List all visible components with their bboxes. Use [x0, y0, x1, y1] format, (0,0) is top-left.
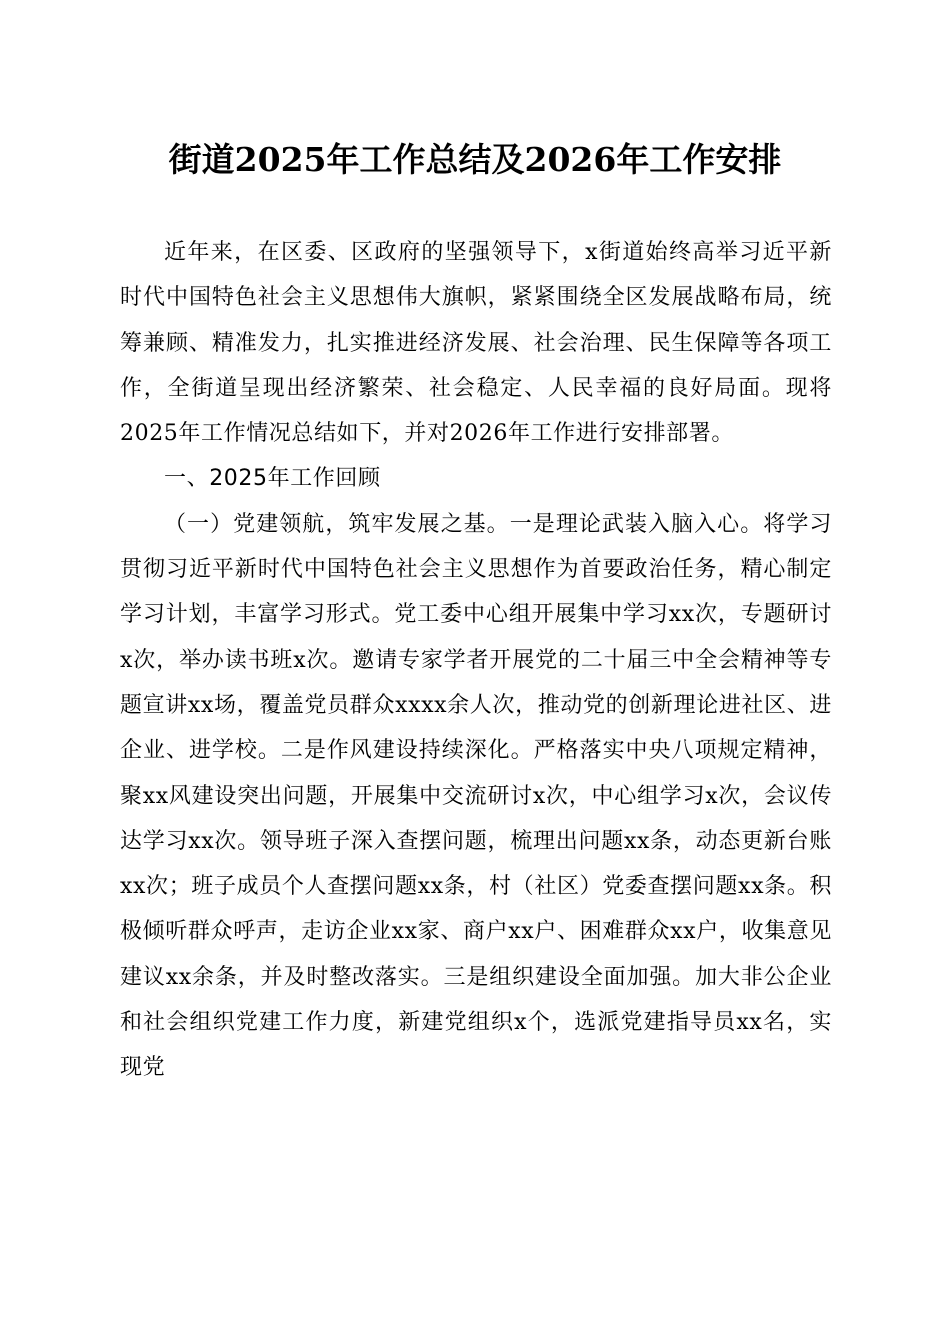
document-title: 街道2025年工作总结及2026年工作安排: [168, 140, 782, 179]
point-text: 严格落实中央八项规定精神，聚xx风建设突出问题，开展集中交流研讨x次，中心组学习x次，会议传达学习xx次。领导班子深入查摆问题，梳理出问题xx条，动态更新台账xx次；班子成员个人查摆问题xx条，村（社区）党委查摆问题xx条。积极倾听群众呼声，走访企业xx家、商户xx户、困难群众xx户，收集意见建议xx余条，并及时整改落实。: [120, 738, 832, 990]
point-heading: 三是组织建设全面加强。: [443, 964, 696, 990]
section-heading: 一、2025年工作回顾: [164, 466, 381, 492]
point-text: 加大非公企业和社会组织党建工作力度，新建党组织x个，选派党建指导员xx名，实现党: [120, 964, 832, 1081]
intro-paragraph: 近年来，在区委、区政府的坚强领导下，x街道始终高举习近平新时代中国特色社会主义思想伟大旗帜，紧紧围绕全区发展战略布局，统筹兼顾、精准发力，扎实推进经济发展、社会治理、民生保障等各项工作，全街道呈现出经济繁荣、社会稳定、人民幸福的良好局面。现将2025年工作情况总结如下，并对2026年工作进行安排部署。: [120, 240, 832, 447]
subsection-paragraph: [120, 502, 832, 1091]
document-body: [120, 230, 832, 1091]
point-heading: 一是理论武装入脑入心。: [509, 511, 764, 537]
point-text: 将学习贯彻习近平新时代中国特色社会主义思想作为首要政治任务，精心制定学习计划，丰富学习形式。党工委中心组开展集中学习xx次，专题研讨x次，举办读书班x次。邀请专家学者开展党的二十届三中全会精神等专题宣讲xx场，覆盖党员群众xxxx余人次，推动党的创新理论进社区、进企业、进学校。: [120, 511, 832, 764]
subsection-heading: （一）党建领航，筑牢发展之基。: [164, 511, 510, 537]
point-heading: 二是作风建设持续深化。: [280, 738, 534, 764]
